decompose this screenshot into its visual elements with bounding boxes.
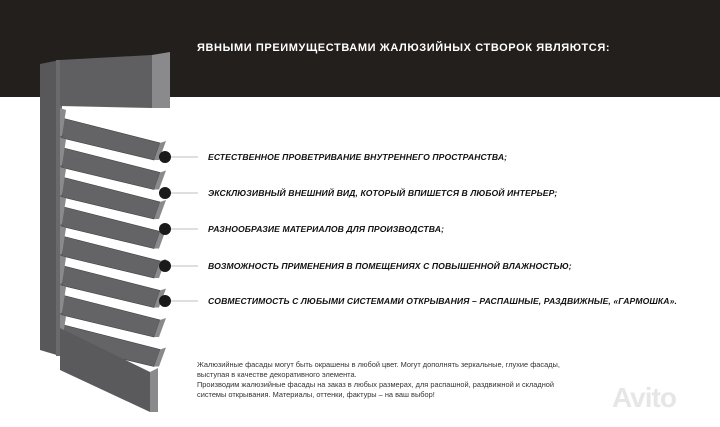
description-line: Жалюзийные фасады могут быть окрашены в любой цвет. Могут дополнять зеркальные, глухие фасады, выступая в качестве декоративного элемента. xyxy=(197,360,560,379)
bullet-dot xyxy=(159,260,171,272)
feature-item: СОВМЕСТИМОСТЬ С ЛЮБЫМИ СИСТЕМАМИ ОТКРЫВАНИЯ – РАСПАШНЫЕ, РАЗДВИЖНЫЕ, «ГАРМОШКА». xyxy=(208,296,677,306)
bullet-dot xyxy=(159,151,171,163)
description-text xyxy=(197,360,577,400)
shutter-top-rail-side xyxy=(152,52,170,108)
page-title: ЯВНЫМИ ПРЕИМУЩЕСТВАМИ ЖАЛЮЗИЙНЫХ СТВОРОК ЯВЛЯЮТСЯ: xyxy=(197,42,611,54)
shutter-slats xyxy=(60,108,166,367)
bullets xyxy=(159,151,198,307)
feature-item: ЭКСКЛЮЗИВНЫЙ ВНЕШНИЙ ВИД, КОТОРЫЙ ВПИШЕТСЯ В ЛЮБОЙ ИНТЕРЬЕР; xyxy=(208,188,558,198)
shutter-bottom-rail-side xyxy=(150,368,158,412)
avito-watermark: Avito xyxy=(612,382,676,413)
bullet-dot xyxy=(159,187,171,199)
bullet-dot xyxy=(159,223,171,235)
description-line: Производим жалюзийные фасады на заказ в любых размерах, для распашной, раздвижной и складной системы открывания. Материалы, оттенки, фактуры – на ваш выбор! xyxy=(197,380,555,399)
feature-item: ЕСТЕСТВЕННОЕ ПРОВЕТРИВАНИЕ ВНУТРЕННЕГО ПРОСТРАНСТВА; xyxy=(208,152,508,162)
feature-item: ВОЗМОЖНОСТЬ ПРИМЕНЕНИЯ В ПОМЕЩЕНИЯХ С ПОВЫШЕННОЙ ВЛАЖНОСТЬЮ; xyxy=(208,261,572,271)
feature-item: РАЗНООБРАЗИЕ МАТЕРИАЛОВ ДЛЯ ПРОИЗВОДСТВА; xyxy=(208,224,445,234)
bullet-dot xyxy=(159,295,171,307)
shutter-top-rail xyxy=(60,55,152,108)
